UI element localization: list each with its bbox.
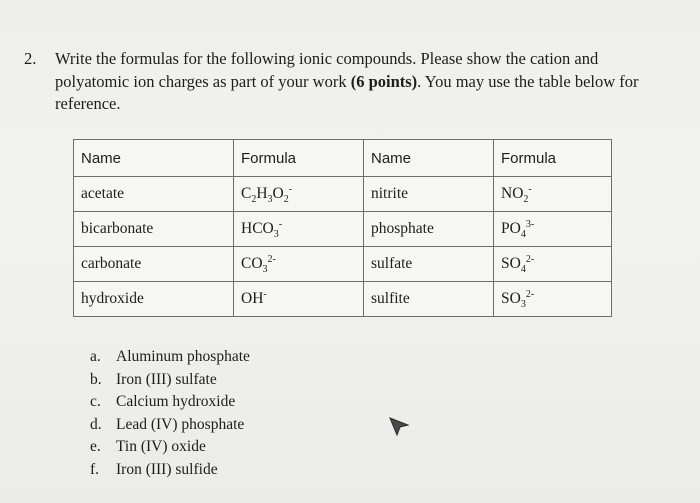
part-text: Tin (IV) oxide (116, 438, 206, 456)
ion-name-cell: sulfite (364, 282, 494, 317)
ion-formula-cell (234, 177, 364, 212)
ion-name-cell: sulfate (364, 247, 494, 282)
formula-subscript: 2 (283, 194, 289, 206)
part-label: b. (90, 370, 102, 388)
formula-charge: - (278, 218, 283, 230)
table-body (74, 177, 612, 317)
formula-symbol: NO (501, 185, 524, 202)
formula-subscript: 2 (523, 194, 529, 206)
table-row (74, 247, 612, 282)
formula-symbol: OH (241, 290, 264, 307)
reference-table (73, 139, 612, 317)
formula-charge: 3- (525, 218, 535, 230)
formula-symbol: PO (501, 220, 521, 237)
ion-name-cell: phosphate (364, 212, 494, 247)
formula-subscript: 3 (520, 299, 526, 311)
parts-list (90, 346, 250, 482)
part-label: e. (90, 438, 101, 456)
formula-symbol: O (272, 185, 284, 202)
formula-subscript: 3 (273, 229, 279, 241)
mouse-pointer-arrow-icon (388, 414, 410, 436)
formula-symbol: H (256, 185, 268, 202)
list-item (90, 414, 250, 437)
ion-name-cell: acetate (74, 177, 234, 212)
formula-subscript: 3 (262, 264, 268, 276)
header-name-1: Name (74, 140, 234, 177)
ion-name-cell: nitrite (364, 177, 494, 212)
part-text: Calcium hydroxide (116, 393, 236, 411)
ion-formula-cell (494, 177, 612, 212)
ion-name-cell: bicarbonate (74, 212, 234, 247)
question-block (24, 48, 674, 116)
header-formula-2: Formula (494, 140, 612, 177)
part-text: Aluminum phosphate (116, 348, 250, 365)
list-item (90, 436, 250, 459)
ion-formula-cell (494, 247, 612, 282)
table-row (74, 177, 612, 212)
ion-name-cell: hydroxide (74, 282, 234, 317)
formula-subscript: 4 (520, 229, 526, 241)
list-item (90, 369, 250, 392)
part-label: a. (90, 348, 101, 365)
formula-symbol: SO (501, 255, 521, 272)
table-row (74, 212, 612, 247)
question-text (55, 48, 674, 116)
ion-name-cell: carbonate (74, 247, 234, 282)
part-label: c. (90, 393, 101, 411)
question-points: (6 points) (350, 71, 418, 91)
table-header-row (74, 140, 612, 177)
formula-charge: 2- (525, 288, 535, 300)
ion-formula-cell (494, 282, 612, 317)
part-text: Iron (III) sulfate (116, 370, 217, 388)
list-item (90, 391, 250, 414)
header-name-2: Name (364, 140, 494, 177)
list-item (90, 459, 250, 482)
formula-charge: - (288, 183, 293, 195)
table-row (74, 282, 612, 317)
header-formula-1: Formula (234, 140, 364, 177)
ion-formula-cell (234, 247, 364, 282)
list-item (90, 346, 250, 369)
part-text: Lead (IV) phosphate (116, 415, 245, 433)
ion-formula-cell (234, 212, 364, 247)
formula-symbol: CO (241, 255, 263, 272)
ion-formula-cell (494, 212, 612, 247)
part-text: Iron (III) sulfide (116, 460, 218, 478)
formula-charge: - (263, 288, 267, 300)
formula-symbol: C (241, 185, 252, 202)
formula-charge: 2- (525, 253, 535, 265)
formula-charge: - (528, 183, 532, 195)
formula-subscript: 3 (267, 194, 273, 206)
question-text-part2: . You may use the table below for reference. (55, 71, 639, 113)
formula-subscript: 4 (520, 264, 526, 276)
part-label: d. (90, 415, 102, 433)
formula-charge: 2- (267, 253, 276, 265)
formula-symbol: HCO (241, 220, 274, 237)
formula-symbol: SO (501, 290, 521, 307)
question-number: 2. (24, 49, 37, 68)
ion-formula-cell (234, 282, 364, 317)
formula-subscript: 2 (251, 194, 257, 206)
part-label: f. (90, 460, 100, 478)
question-text-part1: Write the formulas for the following ionic compounds. Please show the cation and polyatomic ion charges as part of your work (55, 49, 599, 91)
